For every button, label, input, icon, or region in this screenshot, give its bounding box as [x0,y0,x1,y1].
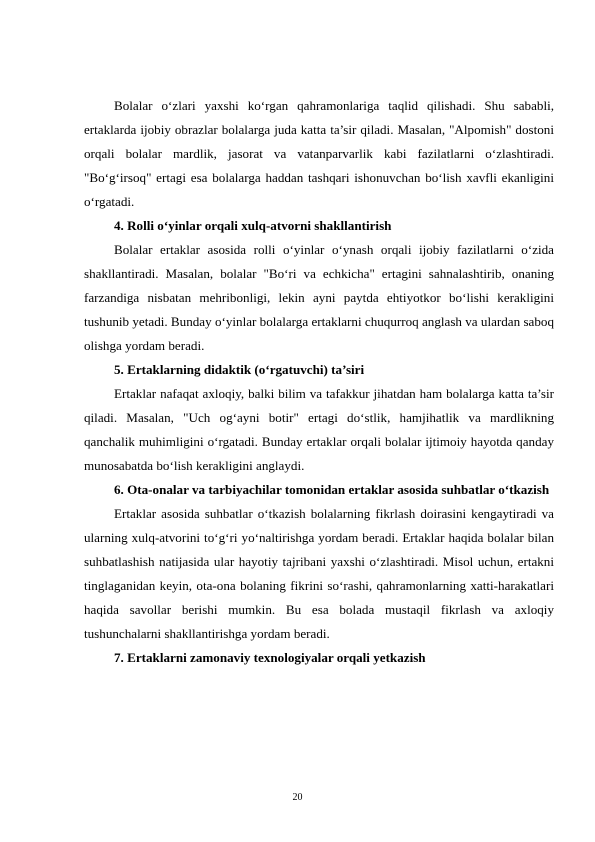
section-heading-5: 5. Ertaklarning didaktik (o‘rgatuvchi) ta’siri [114,362,365,377]
section-heading-7: 7. Ertaklarni zamonaviy texnologiyalar orqali yetkazish [114,650,426,665]
document-page [84,94,554,670]
paragraph-didactic: Ertaklar nafaqat axloqiy, balki bilim va tafakkur jihatdan ham bolalarga katta ta’sir qiladi. Masalan, "Uch og‘ayni botir" ertagi do‘stlik, hamjihatlik va mardlikning qanchalik muhimligini o‘rgatadi. Bunday ertaklar orqali bolalar ijtimoiy hayotda qanday munosabatda bo‘lish kerakligini anglaydi. [84,386,554,473]
page-number: 20 [292,792,303,803]
paragraph-intro: Bolalar o‘zlari yaxshi ko‘rgan qahramonlariga taqlid qilishadi. Shu sababli, ertaklarda ijobiy obrazlar bolalarga juda katta ta’sir qiladi. Masalan, "Alpomish" dostoni orqali bolalar mardlik, jasorat va vatanparvarlik kabi fazilatlarni o‘zlashtiradi. "Bo‘g‘irsoq" ertagi esa bolalarga haddan tashqari ishonuvchan bo‘lish xavfli ekanligini o‘rgatadi. [84,98,554,209]
section-heading-6: 6. Ota-onalar va tarbiyachilar tomonidan ertaklar asosida suhbatlar o‘tkazish [114,482,550,497]
paragraph-role-play: Bolalar ertaklar asosida rolli o‘yinlar o‘ynash orqali ijobiy fazilatlarni o‘zida shakllantiradi. Masalan, bolalar "Bo‘ri va echkicha" ertagini sahnalashtirib, onaning farzandiga nisbatan mehribonligi, lekin ayni paytda ehtiyotkor bo‘lishi kerakligini tushunib yetadi. Bunday o‘yinlar bolalarga ertaklarni chuqurroq anglash va ulardan saboq olishga yordam beradi. [84,242,554,353]
paragraph-conversations: Ertaklar asosida suhbatlar o‘tkazish bolalarning fikrlash doirasini kengaytiradi va ularning xulq-atvorini to‘g‘ri yo‘naltirishga yordam beradi. Ertaklar haqida bolalar bilan suhbatlashish natijasida ular hayotiy tajribani yaxshi o‘zlashtiradi. Misol uchun, ertakni tinglaganidan keyin, ota-ona bolaning fikrini so‘rashi, qahramonlarning xatti-harakatlari haqida savollar berishi mumkin. Bu esa bolada mustaqil fikrlash va axloqiy tushunchalarni shakllantirishga yordam beradi. [84,506,554,641]
section-heading-4: 4. Rolli o‘yinlar orqali xulq-atvorni shakllantirish [114,218,392,233]
